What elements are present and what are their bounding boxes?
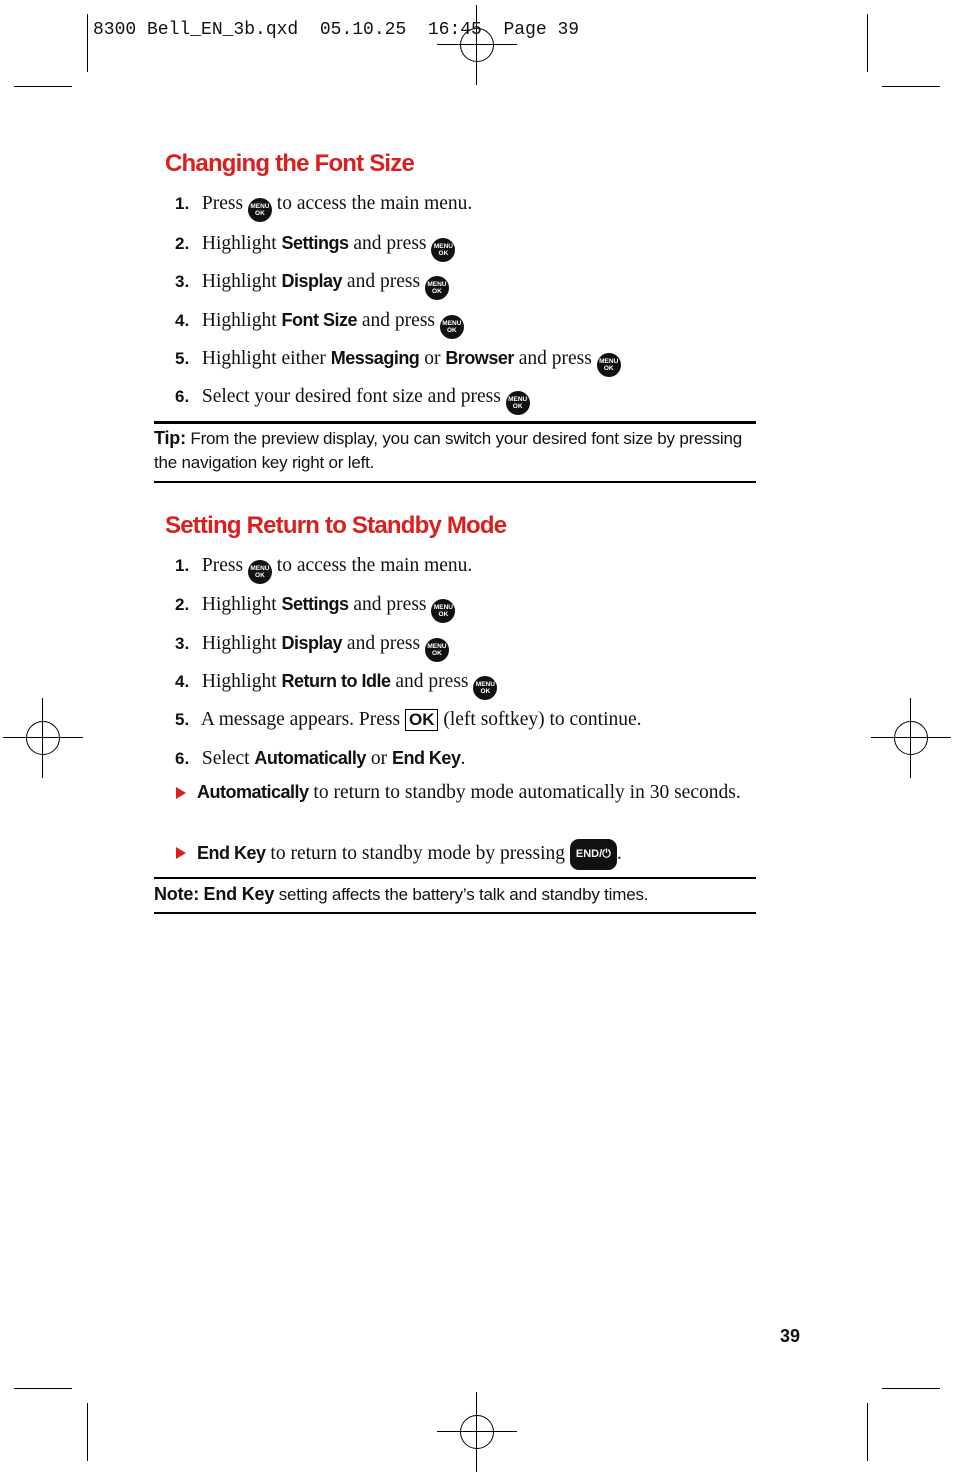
step-text: Highlight — [201, 271, 277, 292]
bullet-text: to return to standby mode by pressing — [270, 843, 566, 864]
print-slug: 8300 Bell_EN_3b.qxd 05.10.25 16:45 Page 39 — [93, 20, 580, 40]
step-item — [175, 554, 472, 584]
menu-option-name: Return to Idle — [281, 671, 391, 691]
step-text: A message appears. Press — [200, 709, 401, 730]
section-heading-standby-mode: Setting Return to Standby Mode — [165, 512, 507, 539]
menu-option-name: Automatically — [254, 748, 366, 768]
crop-mark — [867, 14, 868, 72]
crop-mark — [14, 1388, 72, 1389]
step-number: 6. — [175, 387, 190, 406]
step-text: Press — [201, 555, 244, 576]
step-text: Highlight — [201, 633, 277, 654]
note-text: setting affects the battery’s talk and standby times. — [278, 885, 649, 904]
step-number: 2. — [175, 595, 190, 614]
menu-option-name: Display — [281, 633, 343, 653]
step-item: 3. Highlight Display and press MENU OK . — [175, 269, 450, 300]
divider — [154, 877, 756, 879]
tip-text: From the preview display, you can switch your desired font size by pressing the navigation key right or left. — [154, 429, 743, 472]
crop-mark — [87, 1403, 88, 1461]
crop-mark — [87, 14, 88, 72]
menu-ok-key-icon: MENU OK — [597, 353, 621, 377]
step-text: Press — [201, 193, 244, 214]
step-number: 1. — [175, 556, 190, 575]
menu-ok-key-icon: MENU OK — [431, 238, 455, 262]
divider — [154, 912, 756, 914]
crop-mark — [867, 1403, 868, 1461]
menu-ok-key-icon: MENU OK — [248, 198, 272, 222]
step-text: and press — [346, 633, 421, 654]
step-text: Highlight — [201, 310, 277, 331]
step-number: 3. — [175, 272, 190, 291]
tip-box — [154, 426, 754, 475]
step-text: Select — [201, 748, 250, 769]
step-text: Select your desired font size and press — [201, 386, 501, 407]
menu-ok-key-icon: MENU OK — [425, 638, 449, 662]
step-number: 4. — [175, 311, 190, 330]
section-heading-font-size: Changing the Font Size — [165, 150, 415, 177]
step-item: 5. Highlight either Messaging or Browser and press MENU OK . — [175, 346, 622, 377]
registration-mark-icon — [891, 718, 931, 758]
bullet-item — [176, 779, 746, 806]
menu-option-name: Settings — [281, 594, 349, 614]
note-label: Note: — [154, 884, 199, 904]
step-item: 4. Highlight Font Size and press MENU OK . — [175, 308, 465, 339]
menu-option-name: End Key — [391, 748, 461, 768]
step-text: Highlight — [201, 594, 277, 615]
divider — [154, 481, 756, 483]
step-text: and press — [518, 348, 592, 369]
tip-label: Tip: — [154, 428, 186, 448]
step-number: 1. — [175, 194, 190, 213]
step-item: 2. Highlight Settings and press MENU OK . — [175, 592, 456, 623]
step-number: 2. — [175, 234, 190, 253]
registration-mark-icon — [23, 718, 63, 758]
menu-option-name: Browser — [445, 348, 514, 368]
step-text: to access the main menu. — [276, 193, 473, 214]
crop-mark — [14, 86, 72, 87]
step-item — [175, 708, 642, 732]
red-triangle-icon — [176, 787, 186, 799]
bullet-text: to return to standby mode automatically in 30 seconds. — [313, 782, 741, 803]
step-item: 6. Select Automatically or End Key. — [175, 748, 466, 769]
ok-softkey-icon: OK — [405, 709, 439, 731]
step-text: and press — [346, 271, 421, 292]
page-number: 39 — [780, 1326, 801, 1346]
registration-mark-icon — [457, 1412, 497, 1452]
crop-mark — [882, 86, 940, 87]
menu-option-name: Settings — [281, 233, 349, 253]
menu-option-name: Messaging — [330, 348, 420, 368]
option-name: End Key — [197, 843, 266, 863]
note-option-name: End Key — [203, 884, 275, 904]
step-text: and press — [353, 594, 427, 615]
menu-option-name: Display — [281, 271, 343, 291]
step-number: 5. — [175, 349, 190, 368]
menu-ok-key-icon: MENU OK — [506, 391, 530, 415]
menu-ok-key-icon: MENU OK — [473, 676, 497, 700]
bullet-item: End Key to return to standby mode by pressing END/⏻ . — [176, 839, 746, 870]
step-text: Highlight either — [201, 348, 326, 369]
option-name: Automatically — [197, 782, 309, 802]
end-power-key-icon: END/⏻ — [570, 839, 617, 870]
step-item: 4. Highlight Return to Idle and press MENU OK . — [175, 669, 498, 700]
menu-ok-key-icon: MENU OK — [431, 599, 455, 623]
red-triangle-icon — [176, 847, 186, 859]
step-text: and press — [361, 310, 435, 331]
menu-ok-key-icon: MENU OK — [440, 315, 464, 339]
step-text: to access the main menu. — [276, 555, 473, 576]
crop-mark — [882, 1388, 940, 1389]
step-text: or — [370, 748, 388, 769]
menu-ok-key-icon: MENU OK — [425, 276, 449, 300]
note-box — [154, 882, 754, 907]
step-text: (left softkey) to continue. — [443, 709, 642, 730]
step-number: 4. — [175, 672, 190, 691]
step-text: and press — [395, 671, 469, 692]
menu-ok-key-icon: MENU OK — [248, 560, 272, 584]
menu-option-name: Font Size — [281, 310, 358, 330]
divider — [154, 421, 756, 424]
step-text: or — [424, 348, 441, 369]
step-item: 6. Select your desired font size and press MENU OK . — [175, 385, 531, 415]
step-number: 6. — [175, 749, 190, 768]
step-item: 3. Highlight Display and press MENU OK . — [175, 631, 450, 662]
step-text: Highlight — [201, 671, 277, 692]
step-number: 5. — [175, 710, 190, 729]
step-text: and press — [353, 233, 427, 254]
step-item: 2. Highlight Settings and press MENU OK . — [175, 231, 456, 262]
step-item — [175, 192, 472, 222]
step-number: 3. — [175, 634, 190, 653]
step-text: Highlight — [201, 233, 277, 254]
